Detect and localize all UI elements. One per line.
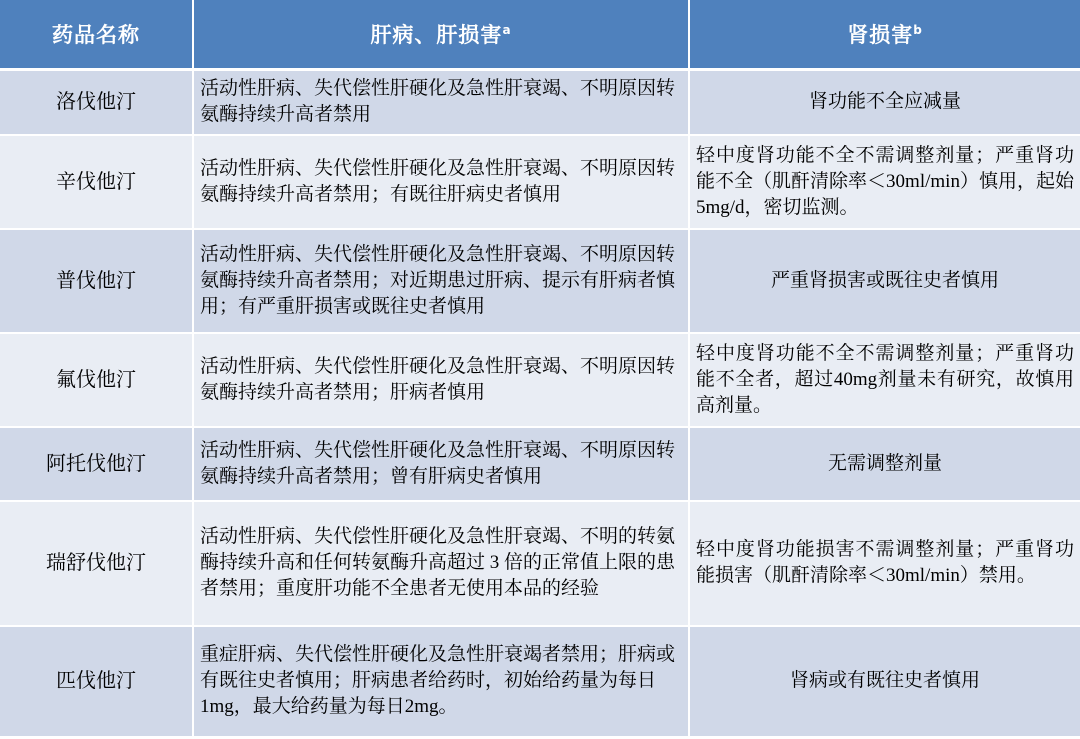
- table-row: [0, 333, 1080, 427]
- drug-name-cell: 洛伐他汀: [0, 70, 193, 135]
- renal-cell: 轻中度肾功能损害不需调整剂量；严重肾功能损害（肌酐清除率＜30ml/min）禁用。: [689, 501, 1080, 626]
- drug-name-cell: 普伐他汀: [0, 229, 193, 333]
- drug-name-cell: 氟伐他汀: [0, 333, 193, 427]
- renal-cell: 肾病或有既往史者慎用: [689, 626, 1080, 737]
- renal-cell: 轻中度肾功能不全不需调整剂量；严重肾功能不全（肌酐清除率＜30ml/min）慎用，起始5mg/d，密切监测。: [689, 135, 1080, 229]
- liver-cell: 活动性肝病、失代偿性肝硬化及急性肝衰竭、不明原因转氨酶持续升高者禁用；肝病者慎用: [193, 333, 689, 427]
- header-row: [0, 0, 1080, 70]
- liver-cell: 活动性肝病、失代偿性肝硬化及急性肝衰竭、不明的转氨酶持续升高和任何转氨酶升高超过 3 倍的正常值上限的患者禁用；重度肝功能不全患者无使用本品的经验: [193, 501, 689, 626]
- renal-cell: 轻中度肾功能不全不需调整剂量；严重肾功能不全者，超过40mg剂量未有研究，故慎用高剂量。: [689, 333, 1080, 427]
- drug-name-cell: 匹伐他汀: [0, 626, 193, 737]
- table-row: [0, 427, 1080, 501]
- table-row: [0, 135, 1080, 229]
- renal-cell: 无需调整剂量: [689, 427, 1080, 501]
- renal-cell: 肾功能不全应减量: [689, 70, 1080, 135]
- drug-name-cell: 辛伐他汀: [0, 135, 193, 229]
- liver-cell: 活动性肝病、失代偿性肝硬化及急性肝衰竭、不明原因转氨酶持续升高者禁用: [193, 70, 689, 135]
- table-row: [0, 70, 1080, 135]
- drug-name-cell: 瑞舒伐他汀: [0, 501, 193, 626]
- drug-name-cell: 阿托伐他汀: [0, 427, 193, 501]
- liver-cell: 活动性肝病、失代偿性肝硬化及急性肝衰竭、不明原因转氨酶持续升高者禁用；有既往肝病史者慎用: [193, 135, 689, 229]
- header-liver: [193, 0, 689, 70]
- header-renal-label: 肾损害: [847, 23, 914, 47]
- header-drug-label: 药品名称: [52, 23, 140, 47]
- renal-cell: 严重肾损害或既往史者慎用: [689, 229, 1080, 333]
- liver-cell: 活动性肝病、失代偿性肝硬化及急性肝衰竭、不明原因转氨酶持续升高者禁用；曾有肝病史者慎用: [193, 427, 689, 501]
- header-renal-footnote: b: [913, 23, 923, 37]
- header-liver-label: 肝病、肝损害: [370, 23, 503, 47]
- liver-cell: 活动性肝病、失代偿性肝硬化及急性肝衰竭、不明原因转氨酶持续升高者禁用；对近期患过肝病、提示有肝病者慎用；有严重肝损害或既往史者慎用: [193, 229, 689, 333]
- header-drug-name: [0, 0, 193, 70]
- table-row: [0, 626, 1080, 737]
- liver-cell: 重症肝病、失代偿性肝硬化及急性肝衰竭者禁用；肝病或有既往史者慎用；肝病患者给药时，初始给药量为每日1mg，最大给药量为每日2mg。: [193, 626, 689, 737]
- table-row: [0, 229, 1080, 333]
- header-renal: [689, 0, 1080, 70]
- header-liver-footnote: a: [502, 23, 512, 37]
- table-row: [0, 501, 1080, 626]
